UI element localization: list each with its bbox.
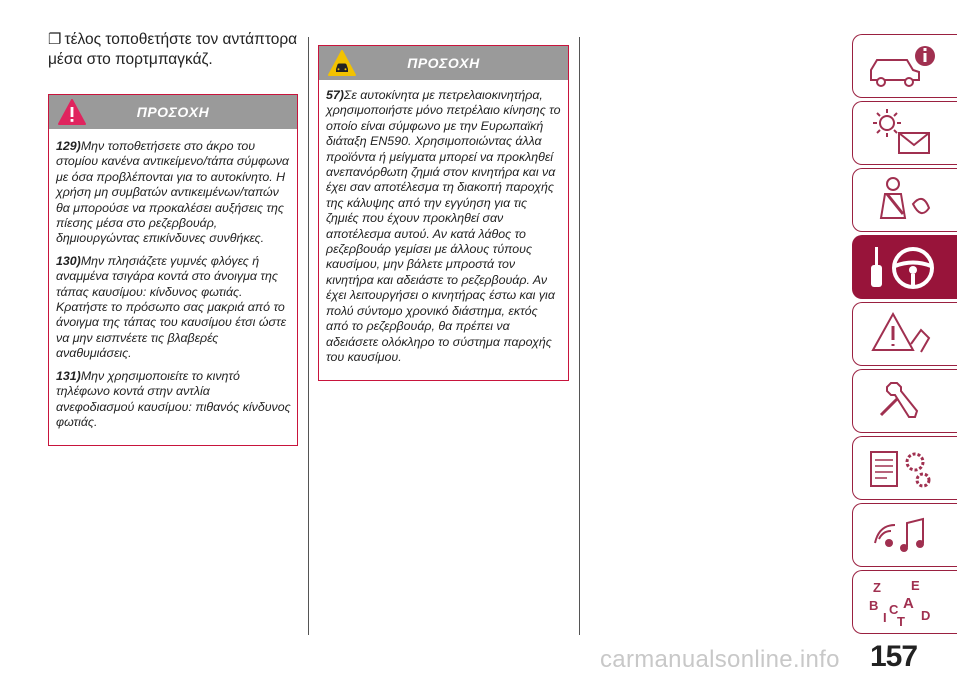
index-letter: C [889,602,899,617]
index-letter: I [883,610,887,625]
warning-item-131: 131)Μην χρησιμοποιείτε το κινητό τηλέφωνο κοντά στην αντλία ανεφοδιασμού καυσίμου: πιθανός κίνδυνος φωτιάς. [56,368,291,429]
warning-lights-mail-icon [863,107,943,159]
multimedia-music-icon [863,509,943,561]
intro-paragraph [48,30,298,70]
warning-header [319,46,568,80]
warning-body [49,129,297,445]
index-letter: A [903,595,914,612]
index-letter: T [897,614,905,628]
breakdown-warning-triangle-icon [863,308,943,360]
intro-text: τέλος τοποθετήστε τον αντάπτορα μέσα στο πορτμπαγκάζ. [48,31,298,68]
tab-car-info[interactable] [852,34,957,98]
alphabetical-index-icon [863,576,943,628]
tab-technical-data[interactable] [852,436,957,500]
key-steering-wheel-icon [863,241,943,293]
warning-box-1 [48,94,298,446]
warning-box-2 [318,45,569,381]
tab-maintenance[interactable] [852,369,957,433]
index-letter: E [911,578,920,593]
car-info-icon [863,40,943,92]
technical-data-gears-icon [863,442,943,494]
checkbox-bullet: ❐ [48,31,62,48]
index-letter: D [921,608,931,623]
index-letter: B [869,598,879,613]
column-divider [308,37,309,635]
tab-warning-lights[interactable] [852,101,957,165]
warning-title: ΠΡΟΣΟΧΗ [136,104,210,120]
warning-item-129: 129)Μην τοποθετήσετε στο άκρο του στομίου κανένα αντικείμενο/τάπα σύμφωνα με όσα προβλέπονται για το αυτοκίνητο. Η χρήση μη συμβατών αντικειμένων/ταπών θα μπορούσε να προκαλέσει αυξήσεις της πίεσης μέσα στο ρεζερβουάρ, δημιουργώντας επικίνδυνες συνθήκες. [56,139,289,246]
warning-body [319,80,568,380]
column-divider [579,37,580,635]
warning-item-57: 57)Σε αυτοκίνητα με πετρελαιοκινητήρα, χρησιμοποιήστε μόνο πετρέλαιο κίνησης το οποίο είναι σύμφωνο με την Ευρωπαϊκή διάταξη EN590. Χρησιμοποιώντας άλλα προϊόντα ή μείγματα μπορεί να προκληθεί ανεπανόρθωτη ζημιά στον κινητήρα και να έχει σαν αποτέλεσμα τη διακοπή παροχής της κάλυψης από την εγγύηση για τις ζημιές που έχουν προκληθεί σαν αποτέλεσμα αυτού. Αν κατά λάθος το ρεζερβουάρ γεμίσει με άλλους τύπους καυσίμου, μην βάλετε μπροστά τον κινητήρα και αδειάστε το ρεζερβουάρ. Αν έχει λειτουργήσει ο κινητήρας έστω και για πολύ σύντομο χρονικό διάστημα, εκτός από το ρεζερβουάρ, θα πρέπει να αδειάσετε ολόκληρο το σύστημα παροχής του καυσίμου. [326,88,561,364]
index-letter: Z [873,580,881,595]
watermark: carmanualsonline.info [600,646,840,673]
page-number: 157 [870,640,918,673]
tab-multimedia[interactable] [852,503,957,567]
tab-safety[interactable] [852,168,957,232]
tab-emergency[interactable] [852,302,957,366]
warning-header [49,95,297,129]
seat-belt-airbag-icon [863,174,943,226]
warning-item-130: 130)Μην πλησιάζετε γυμνές φλόγες ή αναμμένα τσιγάρα κοντά στο άνοιγμα της τάπας καυσίμου: κίνδυνος φωτιάς. Κρατήστε το πρόσωπο σας μακριά από το άνοιγμα της τάπας του καυσίμου έτσι ώστε να μην εισπνέετε τις βλαβερές αναθυμιάσεις. [56,253,287,361]
warning-title: ΠΡΟΣΟΧΗ [407,55,480,71]
tab-index[interactable] [852,570,957,634]
wrench-maintenance-icon [863,375,943,427]
tab-starting-driving[interactable] [852,235,957,299]
